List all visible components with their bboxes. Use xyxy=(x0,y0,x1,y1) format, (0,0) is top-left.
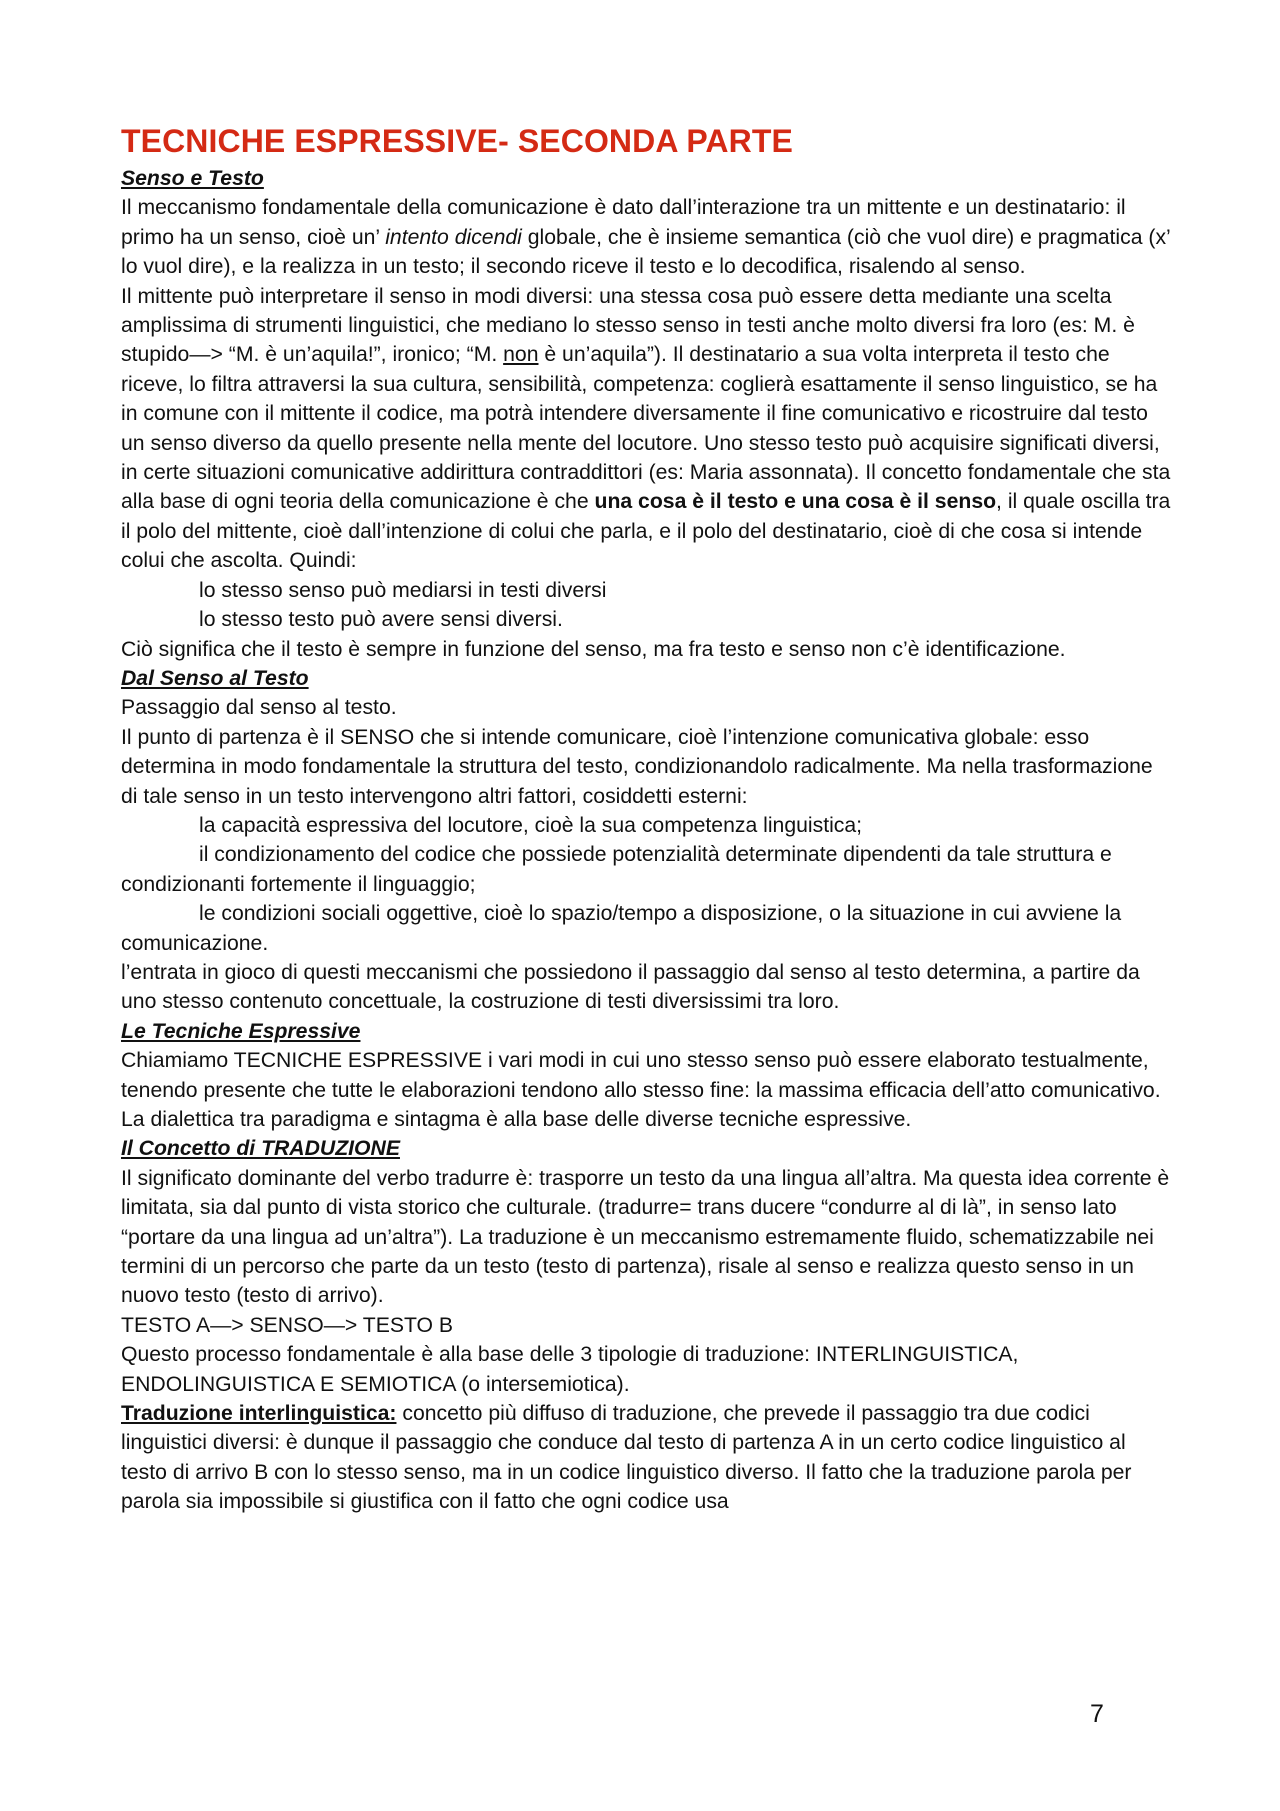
section-heading-tecniche-espressive: Le Tecniche Espressive xyxy=(121,1019,361,1043)
bold-text: una cosa è il testo e una cosa è il senso xyxy=(594,490,997,514)
section-heading-dal-senso-al-testo: Dal Senso al Testo xyxy=(121,666,309,690)
paragraph xyxy=(121,1399,1171,1517)
text-run: Il mittente può interpretare il senso in modi diversi: una stessa cosa può essere detta mediante una scelta amplissima di strumenti linguistici, che mediano lo stesso senso in testi anche molto diversi fra loro (es: M. è stupido—> “M. è un’aquila!”, ironico; “M. xyxy=(121,284,1135,367)
indented-line: lo stesso testo può avere sensi diversi. xyxy=(199,608,563,632)
document-page xyxy=(121,120,1171,1517)
paragraph: Questo processo fondamentale è alla base delle 3 tipologie di traduzione: INTERLINGUISTICA, ENDOLINGUISTICA E SEMIOTICA (o intersemiotica). xyxy=(121,1343,1019,1396)
paragraph: l’entrata in gioco di questi meccanismi che possiedono il passaggio dal senso al testo determina, a partire da uno stesso contenuto concettuale, la costruzione di testi diversissimi tra loro. xyxy=(121,960,1140,1014)
paragraph: TESTO A—> SENSO—> TESTO B xyxy=(121,1313,454,1337)
paragraph: Il punto di partenza è il SENSO che si intende comunicare, cioè l’intenzione comunicativa globale: esso determina in modo fondamentale la struttura del testo, condizionandolo radicalmente. Ma nella trasformazione di tale senso in un testo intervengono altri fattori, cosiddetti esterni: xyxy=(121,725,1153,808)
text-run: le condizioni sociali oggettive, cioè lo spazio/tempo a disposizione, o la situazione in cui avviene la comunicazione. xyxy=(121,902,1122,955)
section-heading-traduzione: Il Concetto di TRADUZIONE xyxy=(121,1137,400,1161)
paragraph xyxy=(121,282,1171,576)
hanging-paragraph xyxy=(121,899,1171,958)
text-run: è un’aquila”). Il destinatario a sua volta interpreta il testo che riceve, lo filtra attraversi la sua cultura, sensibilità, competenza: coglierà esattamente il senso linguistico, se ha in comune con il mittente il codice, ma potrà intendere diversamente il fine comunicativo e ricostruire dal testo un senso diverso da quello presente nella mente del locutore. Uno stesso testo può acquisire significati diversi, in certe situazioni comunicative addirittura contraddittori (es: Maria assonnata). Il concetto fondamentale che sta alla base di ogni teoria della comunicazione è che xyxy=(121,343,1171,514)
indented-line: lo stesso senso può mediarsi in testi diversi xyxy=(199,578,607,602)
text-run: Il meccanismo fondamentale della comunicazione è dato dall’interazione tra un mittente e un destinatario: il primo ha un senso, cioè un’ xyxy=(121,196,1126,249)
text-run: il condizionamento del codice che possiede potenzialità determinate dipendenti da tale struttura e condizionanti fortemente il linguaggio; xyxy=(121,843,1112,896)
text-run: concetto più diffuso di traduzione, che prevede il passaggio tra due codici linguistici diversi: è dunque il passaggio che conduce dal testo di partenza A in un certo codice linguistico al testo di arrivo B con lo stesso senso, ma in un codice linguistico diverso. Il fatto che la traduzione parola per parola sia impossibile si giustifica con il fatto che ogni codice usa xyxy=(121,1402,1132,1514)
text-run: globale, che è insieme semantica (ciò che vuol dire) e pragmatica (x’ lo vuol dire), e la realizza in un testo; il secondo riceve il testo e lo decodifica, risalendo al senso. xyxy=(121,225,1170,279)
paragraph xyxy=(121,193,1171,281)
page-title: TECNICHE ESPRESSIVE- SECONDA PARTE xyxy=(121,123,793,159)
paragraph: Ciò significa che il testo è sempre in funzione del senso, ma fra testo e senso non c’è identificazione. xyxy=(121,637,1066,661)
paragraph: Chiamiamo TECNICHE ESPRESSIVE i vari modi in cui uno stesso senso può essere elaborato testualmente, tenendo presente che tutte le elaborazioni tendono allo stesso fine: la massima efficacia dell’atto comunicativo. La dialettica tra paradigma e sintagma è alla base delle diverse tecniche espressive. xyxy=(121,1049,1161,1131)
paragraph: Il significato dominante del verbo tradurre è: trasporre un testo da una lingua all’altra. Ma questa idea corrente è limitata, sia dal punto di vista storico che culturale. (tradurre= trans ducere “condurre al di là”, in senso lato “portare da una lingua ad un’altra”). La traduzione è un meccanismo estremamente fluido, schematizzabile nei termini di un percorso che parte da un testo (testo di partenza), risale al senso e realizza questo senso in un nuovo testo (testo di arrivo). xyxy=(121,1166,1170,1308)
hanging-paragraph xyxy=(121,840,1171,899)
paragraph: Passaggio dal senso al testo. xyxy=(121,696,397,720)
page-number: 7 xyxy=(1090,1700,1104,1728)
underlined-text: non xyxy=(503,343,539,367)
section-heading-senso-e-testo: Senso e Testo xyxy=(121,167,264,190)
bold-underlined-label: Traduzione interlinguistica: xyxy=(121,1402,397,1426)
italic-text: intento dicendi xyxy=(385,225,522,249)
text-run: , il quale oscilla tra il polo del mittente, cioè dall’intenzione di colui che parla, e il polo del destinatario, cioè di che cosa si intende colui che ascolta. Quindi: xyxy=(121,490,1171,573)
indented-line: la capacità espressiva del locutore, cioè la sua competenza linguistica; xyxy=(199,813,863,837)
